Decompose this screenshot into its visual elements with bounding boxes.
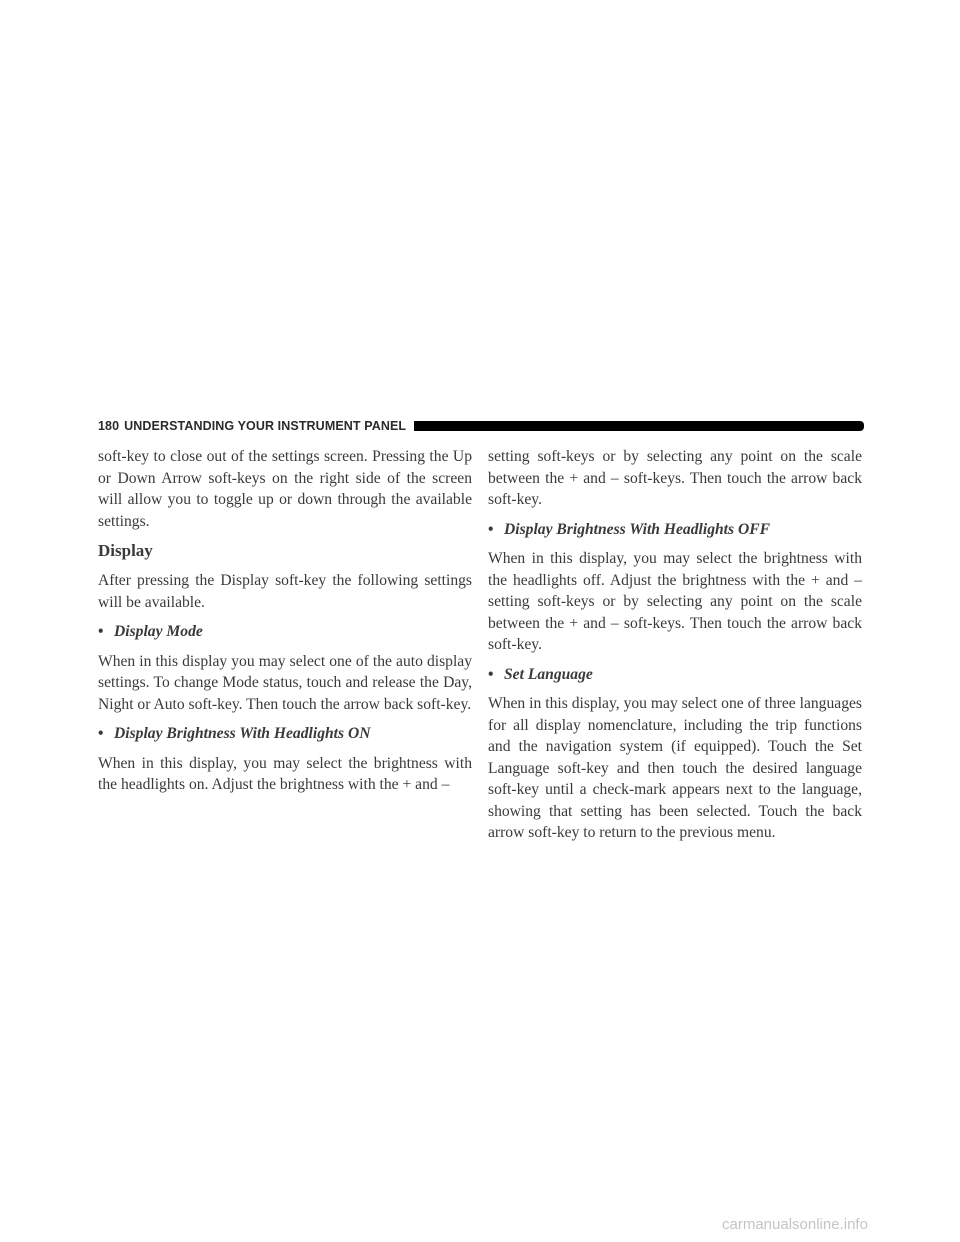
bullet-brightness-off xyxy=(488,519,862,541)
bullet-brightness-on xyxy=(98,723,472,745)
paragraph-display-mode: When in this display you may select one of the auto display settings. To change Mode status, touch and release the Day, Night or Auto soft-key. Then touch the arrow back soft-key. xyxy=(98,652,472,713)
page-number: 180 xyxy=(98,419,120,433)
bullet-label: Display Mode xyxy=(114,623,203,640)
section-title: UNDERSTANDING YOUR INSTRUMENT PANEL xyxy=(124,419,407,433)
bullet-display-mode xyxy=(98,621,472,643)
bullet-dot: • xyxy=(98,725,104,742)
bullet-dot: • xyxy=(488,520,494,538)
paragraph-brightness-on-continued: setting soft-keys or by selecting any point on the scale between the + and – soft-keys. Then touch the arrow back soft-key. xyxy=(488,448,862,508)
paragraph-settings-screen: soft-key to close out of the settings screen. Pressing the Up or Down Arrow soft-keys on the right side of the screen will allow you to toggle up or down through the available settings. xyxy=(98,448,472,530)
paragraph-display-intro: After pressing the Display soft-key the following settings will be available. xyxy=(98,572,472,611)
bullet-label: Set Language xyxy=(504,665,593,683)
left-column xyxy=(98,446,472,804)
bullet-dot: • xyxy=(98,623,104,640)
header-rule xyxy=(414,421,864,431)
bullet-label: Display Brightness With Headlights OFF xyxy=(504,520,771,538)
heading-display: Display xyxy=(98,541,153,560)
bullet-set-language xyxy=(488,664,862,686)
page-header xyxy=(98,417,864,435)
paragraph-brightness-off: When in this display, you may select the brightness with the headlights off. Adjust the brightness with the + and – setting soft-keys or by selecting any point on the scale between the + and – soft-keys. Then touch the arrow back soft-key. xyxy=(488,550,862,653)
paragraph-set-language: When in this display, you may select one of three languages for all display nomenclature, including the trip functions and the navigation system (if equipped). Touch the Set Language soft-key and then touch the desired language soft-key until a check-mark appears next to the language, showing that setting has been selected. Touch the back arrow soft-key to return to the previous menu. xyxy=(488,695,862,841)
bullet-label: Display Brightness With Headlights ON xyxy=(114,725,371,742)
watermark: carmanualsonline.info xyxy=(722,1216,868,1233)
right-column xyxy=(488,446,862,852)
paragraph-brightness-on: When in this display, you may select the brightness with the headlights on. Adjust the brightness with the + and – xyxy=(98,754,472,793)
bullet-dot: • xyxy=(488,665,494,683)
